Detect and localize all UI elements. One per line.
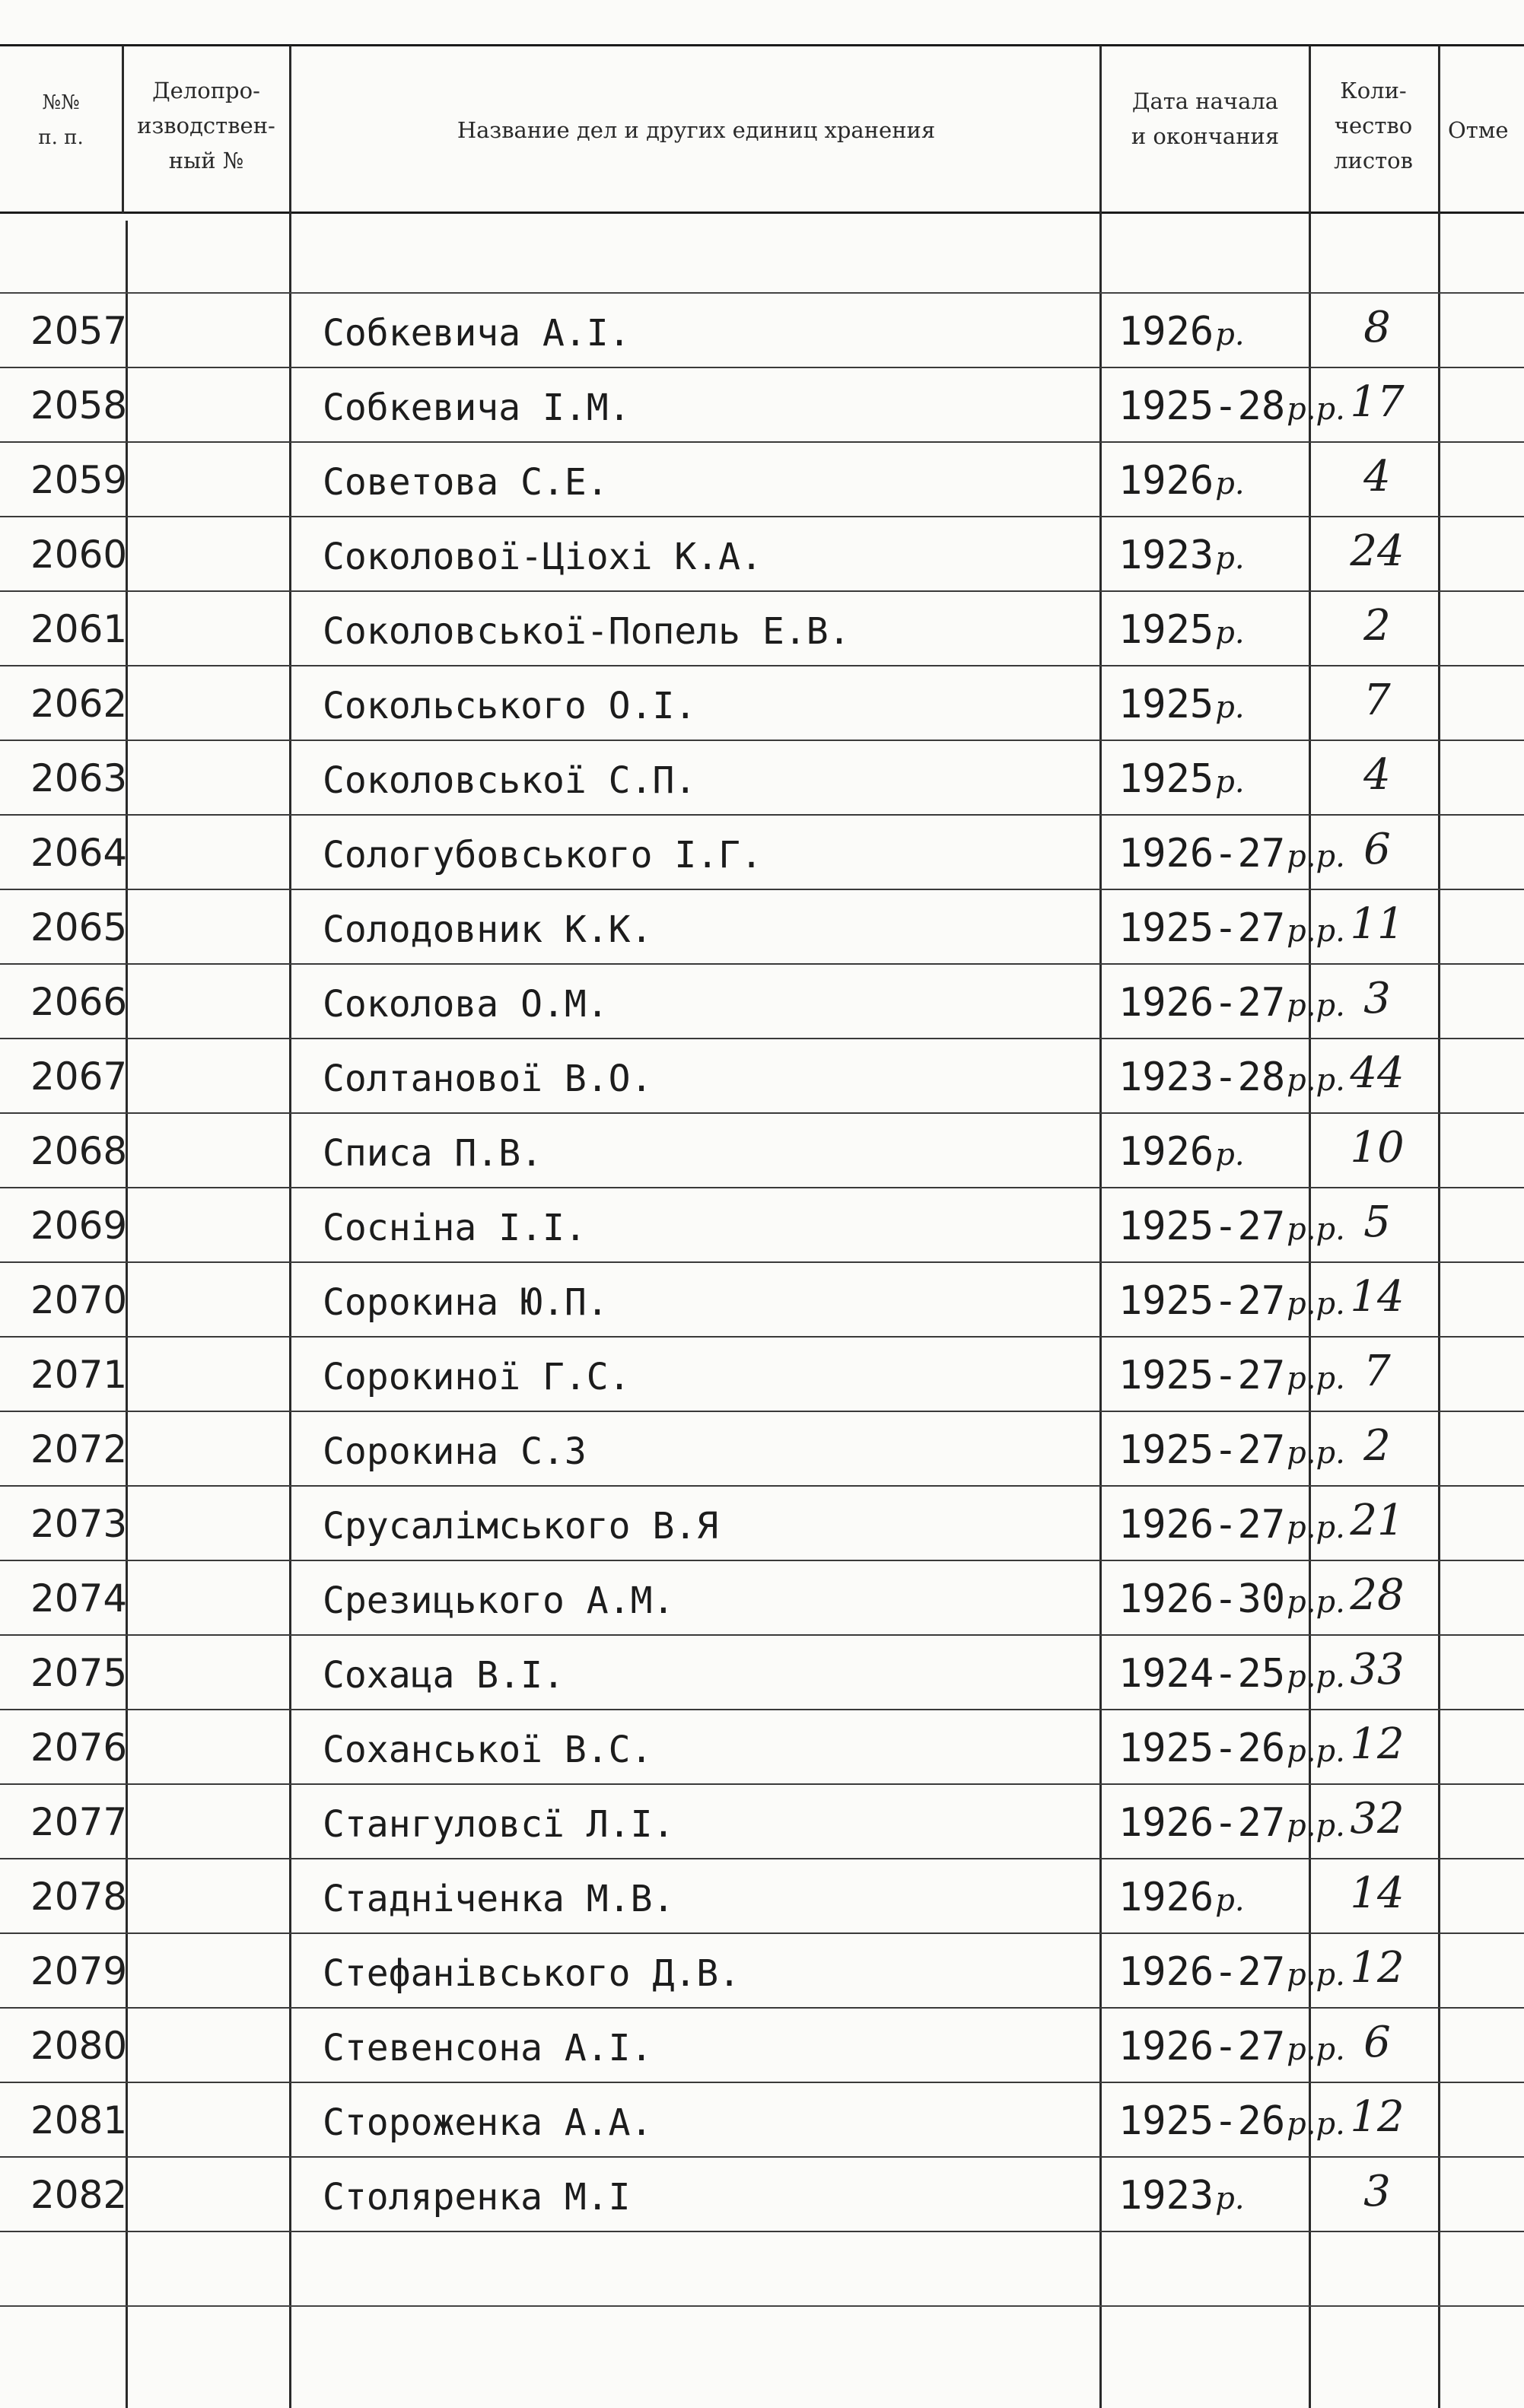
case-title: Стевенсона А.І. [323,2027,653,2069]
item-number: 2062 [30,682,128,726]
item-number: 2070 [30,1278,128,1322]
table-row [0,1263,1524,1338]
date-range: 1925-27 [1118,1204,1286,1249]
date-suffix: р. [1215,1883,1245,1918]
sheet-count: 28 [1350,1570,1405,1620]
item-number: 2069 [30,1204,128,1248]
date-range: 1925-27 [1118,1427,1286,1473]
table-row [0,1859,1524,1934]
item-number: 2059 [30,458,128,502]
case-title: Соколової-Ціохі К.А. [323,536,762,578]
item-number: 2081 [30,2098,128,2142]
date-suffix: р.р. [1287,1734,1345,1769]
item-number: 2079 [30,1949,128,1993]
sheet-count: 44 [1350,1048,1405,1098]
date-range: 1926 [1118,458,1214,504]
date-suffix: р.р. [1287,1212,1345,1247]
date-suffix: р. [1215,765,1245,800]
case-title: Соколовської С.П. [323,759,697,802]
item-number: 2072 [30,1427,128,1471]
sheet-count: 14 [1350,1869,1405,1918]
table-row [0,1636,1524,1710]
date-range: 1926 [1118,309,1214,355]
table-row [0,294,1524,368]
date-range: 1926-27 [1118,1502,1286,1548]
sheet-count: 2 [1363,1421,1391,1471]
case-title: Стороженка А.А. [323,2101,653,2144]
case-dates [1118,2098,1345,2144]
header-col-notes: Отме [1448,117,1509,143]
case-title: Сорокина Ю.П. [323,1281,609,1324]
sheet-count: 7 [1363,676,1391,725]
date-range: 1926-27 [1118,980,1286,1026]
sheet-count: 6 [1363,2018,1391,2067]
date-suffix: р.р. [1287,2107,1345,2142]
table-row [0,816,1524,890]
date-range: 1926 [1118,1129,1214,1175]
table-row [0,965,1524,1039]
date-range: 1925-27 [1118,1353,1286,1398]
date-suffix: р.р. [1287,2032,1345,2067]
case-dates [1118,309,1316,355]
case-dates [1118,1875,1316,1920]
sheet-count: 12 [1350,1719,1405,1769]
item-number: 2075 [30,1651,128,1695]
case-dates [1118,607,1316,653]
table-row [0,368,1524,443]
case-dates [1118,980,1345,1026]
sheet-count: 7 [1363,1347,1391,1396]
case-title: Стадніченка М.В. [323,1878,675,1920]
item-number: 2068 [30,1129,128,1173]
date-suffix: р.р. [1287,1659,1345,1694]
item-number: 2073 [30,1502,128,1546]
table-row [0,2158,1524,2232]
case-title: Соколова О.М. [323,983,609,1026]
item-number: 2082 [30,2173,128,2217]
case-dates [1118,1054,1345,1100]
table-row [0,517,1524,592]
case-dates [1118,1949,1345,1995]
sheet-count: 14 [1350,1272,1405,1322]
table-row [0,2009,1524,2083]
case-dates [1118,756,1316,802]
date-range: 1925 [1118,607,1214,653]
table-row [0,1338,1524,1412]
case-dates [1118,831,1345,876]
table-row [0,1561,1524,1636]
sheet-count: 32 [1350,1794,1405,1843]
item-number: 2074 [30,1576,128,1621]
date-range: 1926-27 [1118,2024,1286,2069]
case-dates [1118,1353,1345,1398]
case-dates [1118,1502,1345,1548]
date-suffix: р.р. [1287,1287,1345,1322]
table-row [0,2083,1524,2158]
table-row [0,592,1524,666]
date-suffix: р. [1215,616,1245,651]
sheet-count: 17 [1350,377,1405,427]
table-row [0,1934,1524,2009]
case-dates [1118,682,1316,727]
table-row [0,741,1524,816]
date-range: 1925 [1118,682,1214,727]
case-dates [1118,1129,1316,1175]
item-number: 2071 [30,1353,128,1397]
date-suffix: р. [1215,317,1245,352]
sheet-count: 11 [1350,899,1405,949]
item-number: 2064 [30,831,128,875]
date-suffix: р. [1215,690,1245,725]
item-number: 2061 [30,607,128,651]
case-dates [1118,1204,1345,1249]
sheet-count: 4 [1363,452,1391,501]
header-bottom-rule [0,212,1524,214]
header-top-rule [0,44,1524,46]
sheet-count: 6 [1363,825,1391,874]
date-range: 1925 [1118,756,1214,802]
date-range: 1925-26 [1118,2098,1286,2144]
case-dates [1118,905,1345,951]
case-title: Сологубовського І.Г. [323,834,762,876]
date-suffix: р.р. [1287,839,1345,874]
sheet-count: 8 [1363,303,1391,352]
date-suffix: р.р. [1287,914,1345,949]
case-title: Списа П.В. [323,1132,542,1175]
header-col-sheets: Коли- чество листов [1334,78,1413,173]
table-row [0,666,1524,741]
sheet-count: 33 [1350,1645,1405,1694]
header-col-title: Название дел и других единиц хранения [457,117,936,143]
case-title: Сохаца В.І. [323,1654,565,1697]
table-row [0,443,1524,517]
case-dates [1118,2173,1316,2219]
case-title: Столяренка М.І [323,2176,631,2219]
case-dates [1118,458,1316,504]
date-range: 1926-27 [1118,831,1286,876]
table-row [0,1785,1524,1859]
date-suffix: р.р. [1287,1361,1345,1396]
date-range: 1926-27 [1118,1800,1286,1846]
date-suffix: р.р. [1287,1585,1345,1620]
sheet-count: 4 [1363,750,1391,800]
item-number: 2076 [30,1726,128,1770]
case-dates [1118,383,1345,429]
case-title: Стангуловсї Л.І. [323,1803,675,1846]
table-row [0,1412,1524,1487]
item-number: 2078 [30,1875,128,1919]
date-suffix: р.р. [1287,1958,1345,1993]
item-number: 2060 [30,533,128,577]
date-suffix: р.р. [1287,988,1345,1023]
case-title: Сосніна І.І. [323,1207,587,1249]
date-range: 1923 [1118,533,1214,578]
row-rule [0,2231,1524,2232]
item-number: 2065 [30,905,128,950]
item-number: 2063 [30,756,128,800]
date-range: 1925-28 [1118,383,1286,429]
item-number: 2077 [30,1800,128,1844]
date-suffix: р.р. [1287,1510,1345,1545]
case-title: Сорокиної Г.С. [323,1356,631,1398]
item-number: 2067 [30,1054,128,1099]
item-number: 2057 [30,309,128,353]
date-suffix: р.р. [1287,1063,1345,1098]
header-col-dates: Дата начала и окончания [1131,88,1280,149]
header-col-case-no: Делопро- изводствен- ный № [137,78,275,173]
case-dates [1118,533,1316,578]
date-range: 1924-25 [1118,1651,1286,1697]
case-title: Соханської В.С. [323,1729,653,1771]
date-range: 1925-27 [1118,905,1286,951]
date-suffix: р.р. [1287,1436,1345,1471]
case-dates [1118,1576,1345,1622]
case-dates [1118,2024,1345,2069]
date-suffix: р. [1215,2181,1245,2216]
sheet-count: 12 [1350,2092,1405,2142]
date-range: 1925-26 [1118,1726,1286,1771]
header-col-no: №№ п. п. [38,91,84,149]
sheet-count: 3 [1363,974,1391,1023]
date-suffix: р. [1215,541,1245,576]
case-title: Сокольського О.І. [323,685,697,727]
item-number: 2080 [30,2024,128,2068]
sheet-count: 21 [1350,1496,1405,1545]
case-title: Собкевича А.І. [323,312,631,355]
table-row [0,1710,1524,1785]
case-title: Собкевича І.М. [323,386,631,429]
date-suffix: р. [1215,466,1245,501]
date-range: 1923 [1118,2173,1214,2219]
case-title: Солтанової В.О. [323,1058,653,1100]
case-title: Срезицького А.М. [323,1579,675,1622]
case-dates [1118,1651,1345,1697]
table-row [0,1114,1524,1188]
column-rule [122,46,124,213]
date-suffix: р.р. [1287,1808,1345,1843]
sheet-count: 2 [1363,601,1391,651]
case-dates [1118,1800,1345,1846]
row-rule [0,2305,1524,2307]
case-dates [1118,1427,1345,1473]
case-title: Сорокина С.З [323,1430,587,1473]
item-number: 2058 [30,383,128,428]
date-range: 1926 [1118,1875,1214,1920]
sheet-count: 12 [1350,1943,1405,1993]
table-row [0,1188,1524,1263]
date-range: 1926-27 [1118,1949,1286,1995]
case-title: Срусалімського В.Я [323,1505,719,1548]
date-range: 1923-28 [1118,1054,1286,1100]
case-dates [1118,1278,1345,1324]
date-range: 1926-30 [1118,1576,1286,1622]
sheet-count: 5 [1363,1198,1391,1247]
date-suffix: р. [1215,1137,1245,1172]
sheet-count: 10 [1350,1123,1405,1172]
table-row [0,1487,1524,1561]
case-title: Солодовник К.К. [323,908,653,951]
case-title: Стефанівського Д.В. [323,1952,741,1995]
sheet-count: 24 [1350,526,1405,576]
sheet-count: 3 [1363,2167,1391,2216]
date-range: 1925-27 [1118,1278,1286,1324]
table-row [0,890,1524,965]
table-row [0,1039,1524,1114]
item-number: 2066 [30,980,128,1024]
case-dates [1118,1726,1345,1771]
case-title: Соколовської-Попель Е.В. [323,610,851,653]
date-suffix: р.р. [1287,392,1345,427]
case-title: Советова С.Е. [323,461,609,504]
